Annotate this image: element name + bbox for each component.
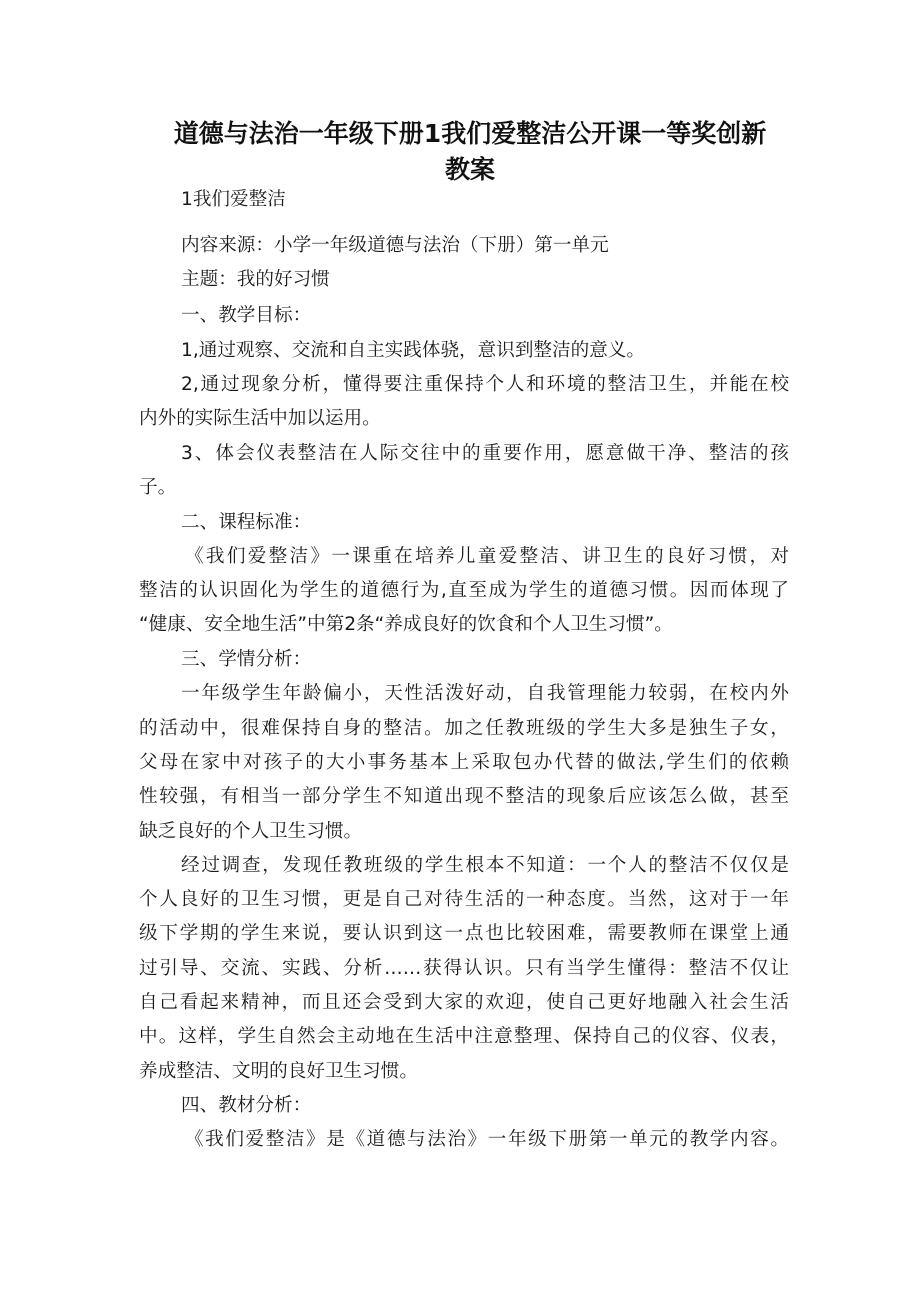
document-title-line-1: 道德与法治一年级下册1我们爱整洁公开课一等奖创新: [173, 119, 767, 148]
objective-3-line-2: 子。: [139, 477, 177, 498]
learner-analysis-line-2: 的活动中，很难保持自身的整洁。加之任教班级的学生大多是独生子女，: [139, 718, 789, 739]
section-heading-objectives: 一、教学目标：: [181, 305, 312, 326]
curriculum-line-3: “健康、安全地生活”中第2条“养成良好的饮食和个人卫生习惯”。: [139, 614, 673, 635]
survey-line-6: 中。这样，学生自然会主动地在生活中注意整理、保持自己的仪容、仪表，: [139, 1026, 789, 1047]
curriculum-line-2: 整洁的认识固化为学生的道德行为,直至成为学生的道德习惯。因而体现了: [139, 580, 789, 601]
section-heading-material-analysis: 四、教材分析：: [181, 1095, 312, 1116]
objective-2-line-2: 内外的实际生活中加以运用。: [139, 408, 381, 429]
learner-analysis-line-5: 缺乏良好的个人卫生习惯。: [139, 821, 363, 842]
objective-1: 1,通过观察、交流和自主实践体骁，意识到整洁的意义。: [181, 340, 645, 361]
survey-line-1: 经过调查，发现任教班级的学生根本不知道：一个人的整洁不仅仅是: [181, 855, 789, 876]
material-analysis-line-1: 《我们爱整洁》是《道德与法治》一年级下册第一单元的教学内容。: [185, 1129, 789, 1150]
survey-line-4: 过引导、交流、实践、分析……获得认识。只有当学生懂得：整洁不仅让: [139, 958, 789, 979]
learner-analysis-line-4: 性较强，有相当一部分学生不知道出现不整洁的现象后应该怎么做，甚至: [139, 786, 789, 807]
section-heading-curriculum: 二、课程标准：: [181, 512, 312, 533]
curriculum-line-1: 《我们爱整洁》一课重在培养儿童爱整洁、讲卫生的良好习惯，对: [185, 546, 789, 567]
survey-line-3: 级下学期的学生来说，要认识到这一点也比较困难，需要教师在课堂上通: [139, 923, 789, 944]
section-heading-learner-analysis: 三、学情分析：: [181, 649, 312, 670]
lesson-title: 1我们爱整洁: [181, 189, 286, 210]
learner-analysis-line-1: 一年级学生年龄偏小，天性活泼好动，自我管理能力较弱，在校内外: [181, 683, 789, 704]
content-source: 内容来源：小学一年级道德与法治（下册）第一单元: [181, 235, 609, 256]
theme: 主题：我的好习惯: [181, 269, 330, 290]
objective-2-line-1: 2,通过现象分析，懂得要注重保持个人和环境的整洁卫生，并能在校: [181, 374, 789, 395]
objective-3-line-1: 3、体会仪表整洁在人际交往中的重要作用，愿意做干净、整洁的孩: [181, 443, 789, 464]
learner-analysis-line-3: 父母在家中对孩子的大小事务基本上采取包办代替的做法,学生们的依赖: [139, 752, 789, 773]
survey-line-5: 自己看起来精神，而且还会受到大家的欢迎，使自己更好地融入社会生活: [139, 992, 789, 1013]
document-title-line-2: 教案: [444, 155, 495, 184]
survey-line-7: 养成整洁、文明的良好卫生习惯。: [139, 1061, 418, 1082]
survey-line-2: 个人良好的卫生习惯，更是自己对待生活的一种态度。当然，这对于一年: [139, 889, 789, 910]
